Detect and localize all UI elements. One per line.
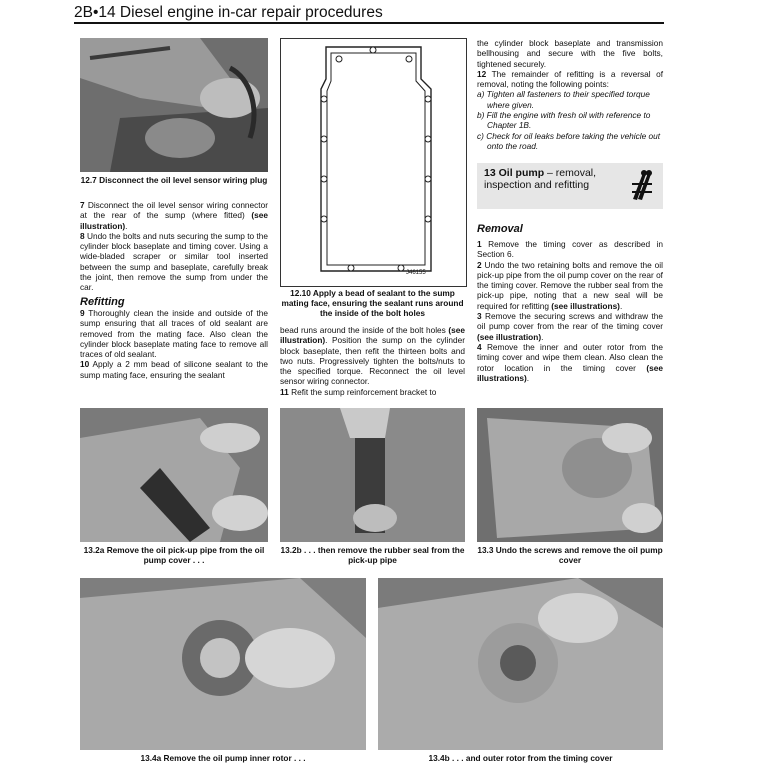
- diagram-code: J46155: [406, 270, 426, 276]
- caption-13-2b: 13.2b . . . then remove the rubber seal from the pick-up pipe: [280, 545, 465, 565]
- photo-oil-level-sensor: [80, 38, 268, 172]
- photo-pickup-pipe: [80, 408, 268, 542]
- para-12: 12 The remainder of refitting is a reversal of removal, noting the following points:: [477, 68, 663, 90]
- photo-rubber-seal: [280, 408, 465, 542]
- photo-inner-rotor: [80, 578, 366, 750]
- column-3-removal: [477, 239, 663, 383]
- para-9: 9 Thoroughly clean the inside and outside of the sump ensuring that all traces of old sealant are removed from the mating face. Also clean the cylinder block baseplate mating face to remove all traces of old sealant.: [80, 307, 268, 360]
- removal-heading: Removal: [477, 223, 523, 235]
- header-rule: [74, 22, 664, 24]
- para-1: 1 Remove the timing cover as described in Section 6.: [477, 239, 663, 260]
- wrench-rating-icon: [629, 169, 655, 203]
- para-10: 10 Apply a 2 mm bead of silicone sealant to the sump mating face, ensuring the sealant: [80, 359, 268, 380]
- caption-13-4b: 13.4b . . . and outer rotor from the timing cover: [428, 753, 613, 763]
- para-4: 4 Remove the inner and outer rotor from the timing cover and wipe them clean. Also clean the rotor location in the timing cover (see illustrations).: [477, 341, 663, 383]
- list-item-a: a) Tighten all fasteners to their specified torque where given.: [477, 89, 650, 110]
- caption-12-7: 12.7 Disconnect the oil level sensor wiring plug: [80, 175, 268, 185]
- column-3: [477, 38, 663, 151]
- page-header: 2B•14 Diesel engine in-car repair procedures: [74, 4, 383, 21]
- section-13-title: 13 Oil pump – removal, inspection and refitting: [484, 167, 597, 191]
- photo-outer-rotor: [378, 578, 663, 750]
- para-7: 7 Disconnect the oil level sensor wiring connector at the rear of the sump (where fitted) (see illustration).: [80, 200, 268, 231]
- para-2: 2 Undo the two retaining bolts and remove the oil pick-up pipe from the oil pump cover on the rear of the timing cover. Remove the rubber seal from the pick-up pipe, noting that a new seal will be required for refitting (see illustrations).: [477, 259, 663, 311]
- list-item-b: b) Fill the engine with fresh oil with reference to Chapter 1B.: [477, 110, 651, 131]
- caption-12-10: 12.10 Apply a bead of sealant to the sump mating face, ensuring the sealant runs around the inside of the bolt holes: [281, 288, 464, 318]
- para-3: 3 Remove the securing screws and withdraw the oil pump cover from the rear of the timing cover (see illustration).: [477, 311, 663, 342]
- caption-13-3: 13.3 Undo the screws and remove the oil pump cover: [477, 545, 663, 565]
- refitting-heading: Refitting: [80, 295, 125, 308]
- list-item-c: c) Check for oil leaks before taking the vehicle out onto the road.: [477, 130, 661, 151]
- section-13-box: [477, 163, 663, 209]
- para-8: 8 Undo the bolts and nuts securing the sump to the cylinder block baseplate and timing cover. Using a wide-bladed scraper or similar tool inserted between the sump and baseplate, carefully break the joint, then remove the sump from under the car.: [80, 230, 268, 293]
- para-11-cont: the cylinder block baseplate and transmission bellhousing and secure with the five bolts, tightened securely.: [477, 38, 663, 69]
- para-10-cont: bead runs around the inside of the bolt holes (see illustration). Position the sump on the cylinder block baseplate, then refit the thirteen bolts and two nuts. Progressively tighten the bolts/nuts to the specified torque. Reconnect the oil level sensor wiring connector.: [280, 325, 465, 387]
- para-11: 11 Refit the sump reinforcement bracket to: [280, 386, 437, 397]
- sump-sealant-diagram: [280, 38, 467, 287]
- photo-oil-pump-cover: [477, 408, 663, 542]
- column-2: [280, 325, 465, 397]
- column-1: [80, 200, 268, 380]
- caption-13-2a: 13.2a Remove the oil pick-up pipe from the oil pump cover . . .: [83, 545, 265, 565]
- caption-13-4a: 13.4a Remove the oil pump inner rotor . . .: [140, 753, 306, 763]
